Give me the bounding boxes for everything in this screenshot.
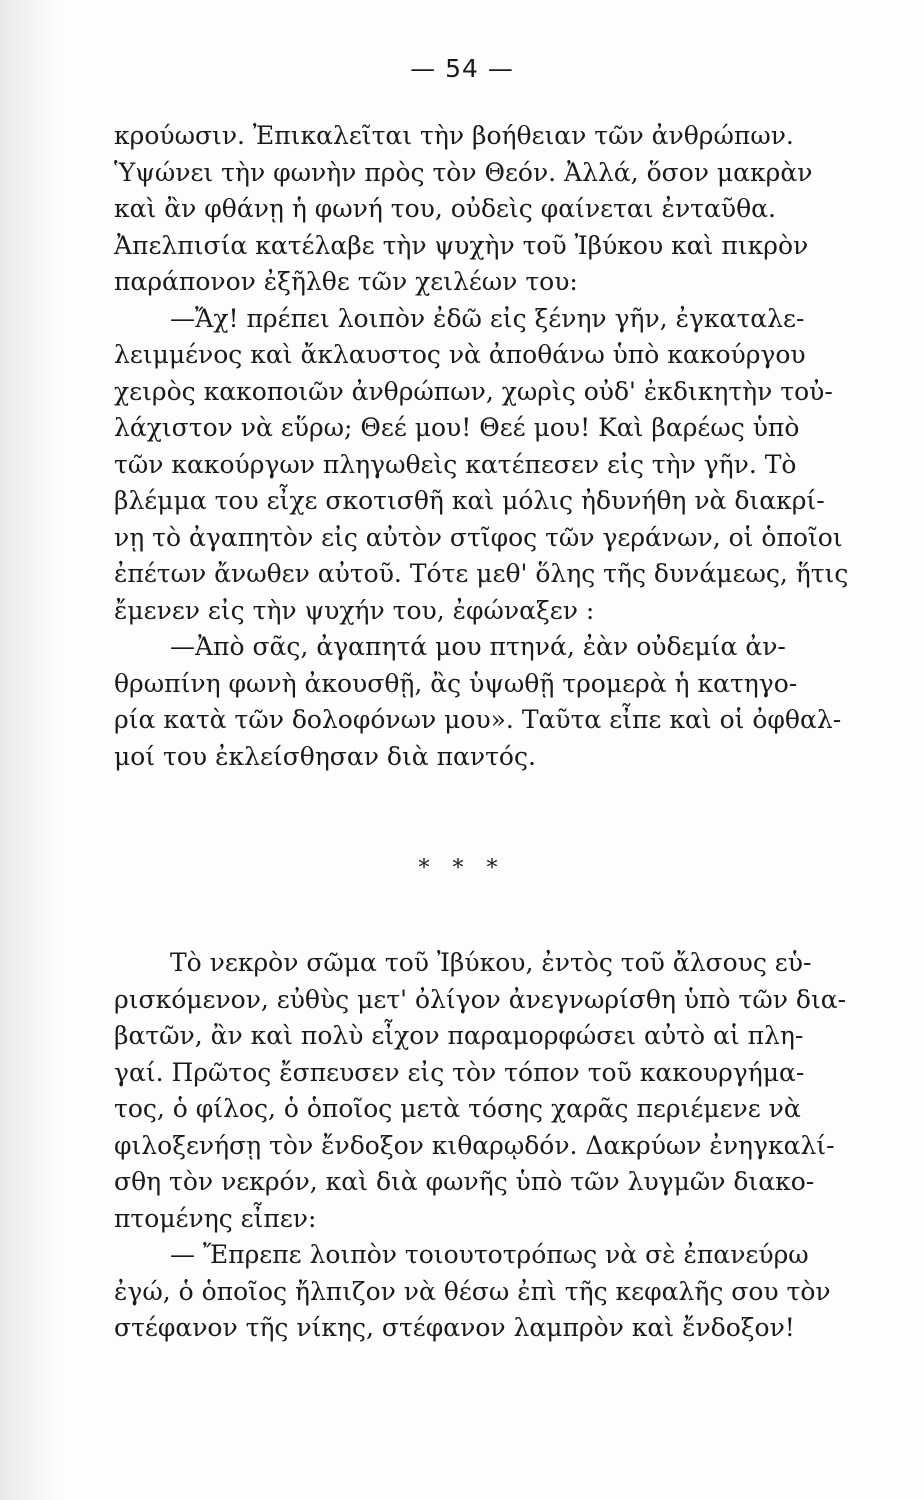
text-line: ρισκόμενον, εὐθὺς μετ' ὀλίγον ἀνεγνωρίσθη ὑπὸ τῶν δια-: [114, 984, 847, 1014]
text-line: στέφανον τῆς νίκης, στέφανον λαμπρὸν καὶ ἔνδοξον!: [114, 1313, 795, 1342]
text-line: ρία κατὰ τῶν δολοφόνων μου». Ταῦτα εἶπε καὶ οἱ ὀφθαλ-: [114, 705, 842, 734]
text-line: ἔμενεν εἰς τὴν ψυχήν του, ἐφώναξεν :: [114, 595, 595, 625]
text-line: πτομένης εἶπεν:: [114, 1203, 317, 1233]
text-line: λειμμένος καὶ ἄκλαυστος νὰ ἀποθάνω ὑπὸ κακούργου: [114, 340, 806, 369]
text-line: παράπονον ἐξῆλθε τῶν χειλέων του:: [114, 267, 578, 296]
text-line: καὶ ἂν φθάνῃ ἡ φωνή του, οὐδεὶς φαίνεται ἐνταῦθα.: [114, 194, 776, 223]
text-line: κρούωσιν. Ἐπικαλεῖται τὴν βοήθειαν τῶν ἀνθρώπων.: [114, 121, 794, 150]
binding-shadow: [0, 0, 60, 1500]
text-line: Ἀπελπισία κατέλαβε τὴν ψυχὴν τοῦ Ἰβύκου καὶ πικρὸν: [114, 230, 809, 260]
text-line: γαί. Πρῶτος ἔσπευσεν εἰς τὸν τόπον τοῦ κακουργήμα-: [114, 1057, 805, 1087]
text-line: βατῶν, ἂν καὶ πολὺ εἶχον παραμορφώσει αὐτὸ αἱ πλη-: [114, 1021, 804, 1050]
text-line: Τὸ νεκρὸν σῶμα τοῦ Ἰβύκου, ἐντὸς τοῦ ἄλσους εὑ-: [170, 948, 812, 977]
text-line: λάχιστον νὰ εὕρω; Θεέ μου! Θεέ μου! Καὶ βαρέως ὑπὸ: [114, 413, 800, 442]
text-line: τῶν κακούργων πληγωθεὶς κατέπεσεν εἰς τὴν γῆν. Τὸ: [114, 449, 797, 479]
text-line: νῃ τὸ ἀγαπητὸν εἰς αὐτὸν στῖφος τῶν γεράνων, οἱ ὁποῖοι: [114, 522, 843, 552]
text-line: φιλοξενήσῃ τὸν ἔνδοξον κιθαρῳδόν. Δακρύων ἐνηγκαλί-: [114, 1130, 835, 1160]
text-section-2: [114, 945, 884, 1347]
text-line: —Ἀπὸ σᾶς, ἀγαπητά μου πτηνά, ἐὰν οὐδεμία ἀν-: [170, 632, 786, 661]
text-line: Ὑψώνει τὴν φωνὴν πρὸς τὸν Θεόν. Ἀλλά, ὅσον μακρὰν: [114, 157, 813, 187]
text-section-1: [114, 118, 884, 775]
text-line: βλέμμα του εἶχε σκοτισθῆ καὶ μόλις ἠδυνήθη νὰ διακρί-: [114, 486, 825, 515]
text-line: ἐγώ, ὁ ὁποῖος ἤλπιζον νὰ θέσω ἐπὶ τῆς κεφαλῆς σου τὸν: [114, 1276, 831, 1306]
text-line: σθη τὸν νεκρόν, καὶ διὰ φωνῆς ὑπὸ τῶν λυγμῶν διακο-: [114, 1167, 815, 1196]
text-line: μοί του ἐκλείσθησαν διὰ παντός.: [114, 741, 536, 771]
page-number: — 54 —: [410, 54, 514, 83]
text-line: — Ἔπρεπε λοιπὸν τοιουτοτρόπως νὰ σὲ ἐπανεύρω: [170, 1240, 809, 1269]
text-line: χειρὸς κακοποιῶν ἀνθρώπων, χωρὶς οὐδ' ἐκδικητὴν τοὐ-: [114, 376, 833, 406]
text-line: ἐπέτων ἄνωθεν αὐτοῦ. Τότε μεθ' ὅλης τῆς δυνάμεως, ἥτις: [114, 559, 849, 588]
text-line: τος, ὁ φίλος, ὁ ὁποῖος μετὰ τόσης χαρᾶς περιέμενε νὰ: [114, 1094, 801, 1123]
section-break: * * *: [418, 856, 506, 881]
text-line: θρωπίνη φωνὴ ἀκουσθῇ, ἂς ὑψωθῇ τρομερὰ ἡ κατηγο-: [114, 668, 798, 698]
text-line: —Ἄχ! πρέπει λοιπὸν ἐδῶ εἰς ξένην γῆν, ἐγκαταλε-: [170, 303, 805, 333]
